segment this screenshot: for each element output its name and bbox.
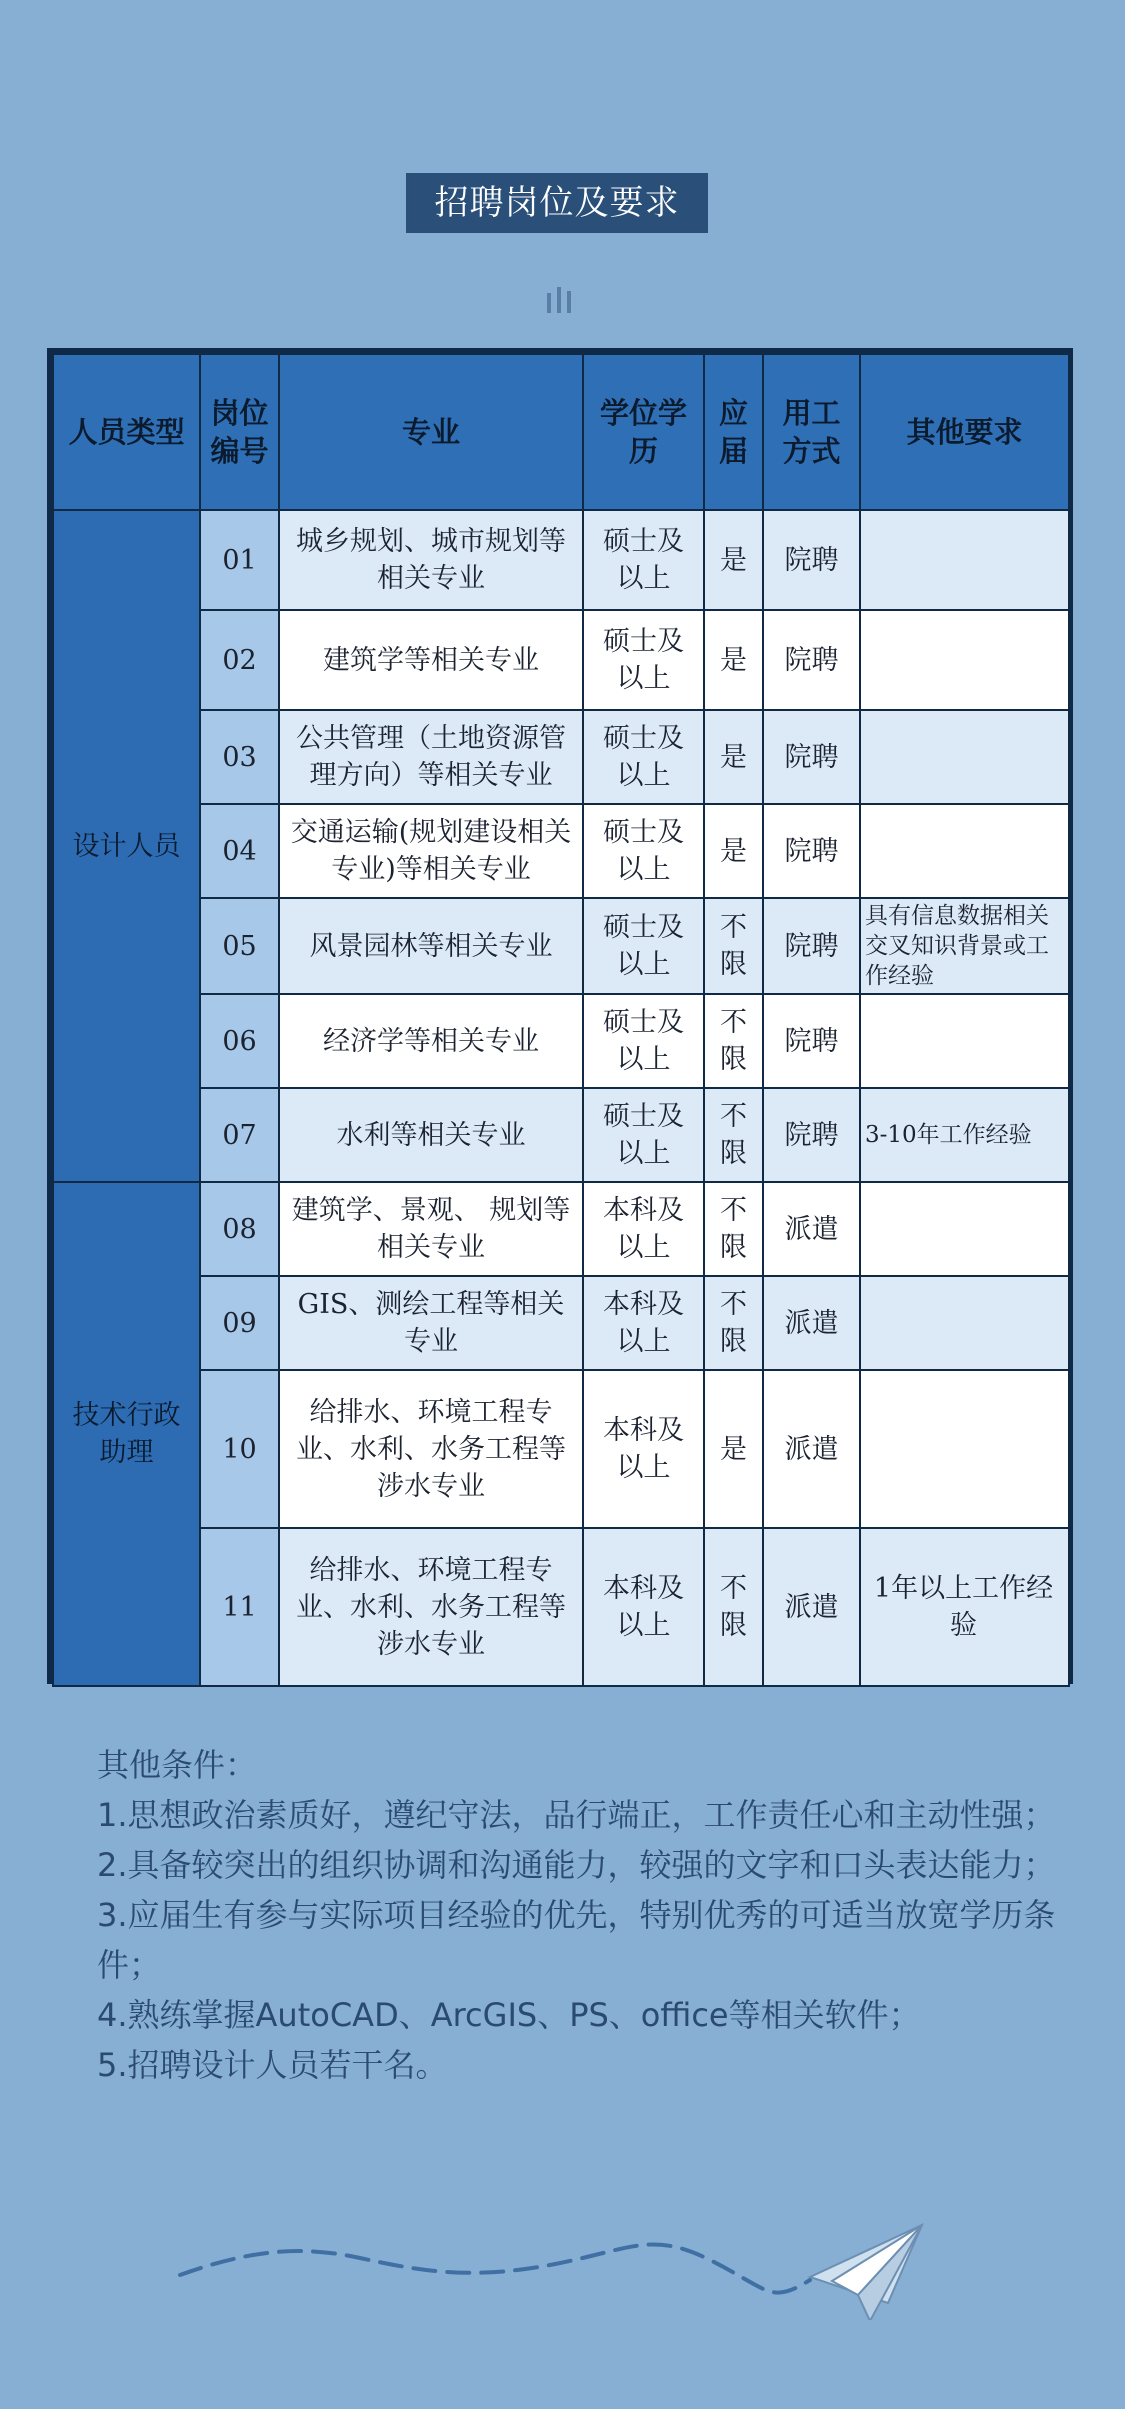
degree-cell: 硕士及以上 <box>583 898 704 994</box>
other-cell <box>860 610 1069 710</box>
fresh-cell: 不限 <box>704 1182 763 1276</box>
mode-cell: 院聘 <box>763 898 860 994</box>
header-major: 专业 <box>279 354 583 510</box>
table-row <box>53 898 1069 994</box>
mode-cell: 院聘 <box>763 710 860 804</box>
other-conditions <box>97 1740 1057 2090</box>
table-row <box>53 510 1069 610</box>
table-row <box>53 994 1069 1088</box>
fresh-cell: 是 <box>704 610 763 710</box>
position-no: 03 <box>200 710 279 804</box>
fresh-cell: 是 <box>704 804 763 898</box>
position-no: 11 <box>200 1528 279 1686</box>
major-cell: 城乡规划、城市规划等相关专业 <box>279 510 583 610</box>
header-employment-mode: 用工方式 <box>763 354 860 510</box>
condition-item: 1.思想政治素质好，遵纪守法，品行端正，工作责任心和主动性强； <box>97 1796 1056 1834</box>
mode-cell: 派遣 <box>763 1276 860 1370</box>
header-person-type: 人员类型 <box>53 354 200 510</box>
degree-cell: 硕士及以上 <box>583 804 704 898</box>
mode-cell: 院聘 <box>763 1088 860 1182</box>
degree-cell: 硕士及以上 <box>583 994 704 1088</box>
table-row <box>53 710 1069 804</box>
major-cell: 水利等相关专业 <box>279 1088 583 1182</box>
other-cell <box>860 804 1069 898</box>
major-cell: 交通运输(规划建设相关专业)等相关专业 <box>279 804 583 898</box>
other-cell <box>860 710 1069 804</box>
degree-cell: 硕士及以上 <box>583 510 704 610</box>
group-label-design: 设计人员 <box>53 510 200 1182</box>
condition-item: 2.具备较突出的组织协调和沟通能力，较强的文字和口头表达能力； <box>97 1846 1056 1884</box>
degree-cell: 本科及以上 <box>583 1182 704 1276</box>
mode-cell: 派遣 <box>763 1182 860 1276</box>
condition-item: 3.应届生有参与实际项目经验的优先，特别优秀的可适当放宽学历条件； <box>97 1896 1056 1984</box>
major-cell: 公共管理（土地资源管理方向）等相关专业 <box>279 710 583 804</box>
paper-plane-icon <box>170 2210 940 2320</box>
section-title: 招聘岗位及要求 <box>406 173 708 233</box>
other-cell <box>860 1370 1069 1528</box>
conditions-heading: 其他条件： <box>97 1746 258 1784</box>
table-row <box>53 1276 1069 1370</box>
major-cell: 建筑学等相关专业 <box>279 610 583 710</box>
bars-decoration-icon <box>545 285 581 315</box>
degree-cell: 本科及以上 <box>583 1528 704 1686</box>
position-no: 06 <box>200 994 279 1088</box>
fresh-cell: 不限 <box>704 898 763 994</box>
position-no: 05 <box>200 898 279 994</box>
degree-cell: 本科及以上 <box>583 1276 704 1370</box>
position-no: 04 <box>200 804 279 898</box>
fresh-cell: 是 <box>704 510 763 610</box>
mode-cell: 派遣 <box>763 1528 860 1686</box>
other-cell <box>860 1182 1069 1276</box>
mode-cell: 院聘 <box>763 994 860 1088</box>
table-row <box>53 1370 1069 1528</box>
recruitment-table <box>47 348 1073 1684</box>
condition-item: 4.熟练掌握AutoCAD、ArcGIS、PS、office等相关软件； <box>97 1996 921 2034</box>
mode-cell: 院聘 <box>763 804 860 898</box>
table-row <box>53 610 1069 710</box>
position-no: 07 <box>200 1088 279 1182</box>
degree-cell: 硕士及以上 <box>583 1088 704 1182</box>
table-row <box>53 804 1069 898</box>
table-row <box>53 1088 1069 1182</box>
fresh-cell: 是 <box>704 1370 763 1528</box>
degree-cell: 本科及以上 <box>583 1370 704 1528</box>
major-cell: 风景园林等相关专业 <box>279 898 583 994</box>
group-label-tech-admin: 技术行政助理 <box>53 1182 200 1686</box>
position-no: 02 <box>200 610 279 710</box>
mode-cell: 院聘 <box>763 510 860 610</box>
fresh-cell: 不限 <box>704 994 763 1088</box>
degree-cell: 硕士及以上 <box>583 710 704 804</box>
other-cell: 3-10年工作经验 <box>860 1088 1069 1182</box>
position-no: 08 <box>200 1182 279 1276</box>
position-no: 09 <box>200 1276 279 1370</box>
other-cell <box>860 994 1069 1088</box>
fresh-cell: 不限 <box>704 1276 763 1370</box>
header-other-requirements: 其他要求 <box>860 354 1069 510</box>
table-header-row <box>53 354 1069 510</box>
mode-cell: 院聘 <box>763 610 860 710</box>
major-cell: 建筑学、景观、 规划等相关专业 <box>279 1182 583 1276</box>
degree-cell: 硕士及以上 <box>583 610 704 710</box>
table-row <box>53 1528 1069 1686</box>
mode-cell: 派遣 <box>763 1370 860 1528</box>
major-cell: 给排水、环境工程专业、水利、水务工程等涉水专业 <box>279 1370 583 1528</box>
other-cell: 1年以上工作经验 <box>860 1528 1069 1686</box>
major-cell: GIS、测绘工程等相关专业 <box>279 1276 583 1370</box>
fresh-cell: 不限 <box>704 1528 763 1686</box>
header-fresh-grad: 应届 <box>704 354 763 510</box>
major-cell: 给排水、环境工程专业、水利、水务工程等涉水专业 <box>279 1528 583 1686</box>
header-position-no: 岗位编号 <box>200 354 279 510</box>
other-cell: 具有信息数据相关交叉知识背景或工作经验 <box>860 898 1069 994</box>
other-cell <box>860 510 1069 610</box>
fresh-cell: 不限 <box>704 1088 763 1182</box>
position-no: 10 <box>200 1370 279 1528</box>
condition-item: 5.招聘设计人员若干名。 <box>97 2046 448 2084</box>
header-degree: 学位学历 <box>583 354 704 510</box>
position-no: 01 <box>200 510 279 610</box>
table-row <box>53 1182 1069 1276</box>
other-cell <box>860 1276 1069 1370</box>
fresh-cell: 是 <box>704 710 763 804</box>
major-cell: 经济学等相关专业 <box>279 994 583 1088</box>
